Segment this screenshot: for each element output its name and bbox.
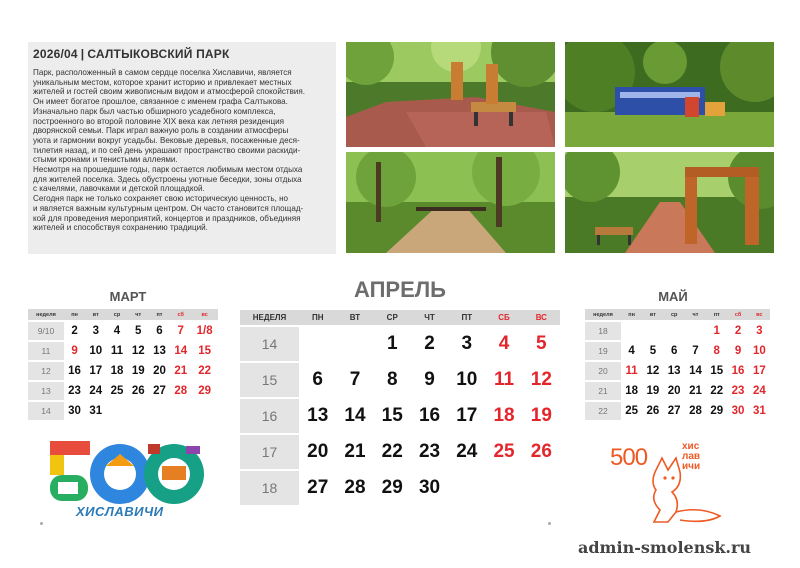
day-cell: 21 <box>689 385 702 397</box>
day-cell: 17 <box>89 365 103 377</box>
weekday-header: вт <box>642 309 663 321</box>
day-cell: 5 <box>536 333 547 354</box>
day-cell: 31 <box>752 405 766 417</box>
hislavichi-500-logo <box>36 436 206 528</box>
day-cell: 10 <box>752 345 766 357</box>
article-line: дворянской семьи. Парк играл важную роль в создании атмосферы <box>33 126 289 136</box>
week-row <box>585 381 770 401</box>
crop-mark <box>40 522 43 525</box>
day-cell: 11 <box>493 369 515 390</box>
week-row <box>28 321 218 341</box>
day-cell: 13 <box>153 345 166 357</box>
day-cell: 7 <box>349 369 361 390</box>
day-cell: 24 <box>752 385 766 397</box>
week-row <box>28 361 218 381</box>
day-cell: 4 <box>628 345 635 357</box>
day-cell: 16 <box>418 405 441 426</box>
weekday-header: сб <box>170 309 191 321</box>
week-number: 19 <box>585 341 621 361</box>
day-cell <box>336 326 373 362</box>
day-cell: 15 <box>198 345 212 357</box>
article-body <box>33 68 333 233</box>
day-cell: 2 <box>734 325 742 337</box>
day-cell: 12 <box>646 365 660 377</box>
week-number: 15 <box>240 362 299 398</box>
day-cell: 21 <box>344 441 366 462</box>
fox-icon <box>610 440 734 528</box>
article-line: Несмотря на прошедшие годы, парк остается любимым местом отдыха <box>33 165 303 175</box>
week-number: 20 <box>585 361 621 381</box>
article-line: Сегодня парк не только сохраняет свою историческую ценность, но <box>33 194 289 204</box>
weekday-header: чт <box>128 309 149 321</box>
week-row <box>240 398 560 434</box>
day-cell: 27 <box>667 405 681 417</box>
day-cell: 30 <box>418 477 441 498</box>
day-cell <box>642 321 663 341</box>
week-number: 14 <box>28 401 64 421</box>
week-number: 14 <box>240 326 299 362</box>
article-line: и является важным культурным центром. Он часто становится площад- <box>33 203 304 213</box>
day-cell: 7 <box>177 325 184 337</box>
weekday-header: СБ <box>485 310 522 326</box>
march-title: МАРТ <box>109 289 147 304</box>
article-line: тилетия назад, и по сей день украшают пространство своими раскиди- <box>33 145 301 155</box>
day-cell: 24 <box>89 385 103 397</box>
day-cell: 30 <box>68 405 81 417</box>
day-cell: 30 <box>731 405 745 417</box>
day-cell: 13 <box>307 405 329 426</box>
logo-left-word: ХИСЛАВИЧИ <box>76 504 164 519</box>
article-line: Изначально парк был частью обширного усадебного комплекса, <box>33 106 276 116</box>
day-cell: 3 <box>461 333 473 354</box>
day-cell: 6 <box>670 345 678 357</box>
week-column-header: неделя <box>28 309 64 321</box>
day-cell <box>128 401 149 421</box>
logo-word-1: хис <box>682 441 700 452</box>
title-separator: | <box>80 47 85 61</box>
day-cell: 28 <box>174 385 188 397</box>
day-cell: 1/8 <box>196 325 213 337</box>
day-cell <box>191 401 218 421</box>
article-line: уникальным местом, которое хранит историю и привлекает местных <box>33 77 292 87</box>
article-line: Парк, расположенный в самом сердце поселка Хиславичи, является <box>33 68 292 77</box>
logo-word-2: лав <box>682 451 701 462</box>
april-calendar <box>240 310 560 507</box>
week-number: 21 <box>585 381 621 401</box>
day-cell: 22 <box>710 385 724 397</box>
day-cell: 19 <box>131 365 145 377</box>
weekday-header: пн <box>64 309 85 321</box>
day-cell: 10 <box>89 345 103 357</box>
day-cell: 29 <box>198 385 212 397</box>
day-cell: 17 <box>752 365 766 377</box>
week-number: 22 <box>585 401 621 421</box>
day-cell: 20 <box>667 385 681 397</box>
day-cell: 26 <box>131 385 145 397</box>
day-cell: 5 <box>649 345 657 357</box>
weekday-header: ср <box>106 309 127 321</box>
day-cell: 12 <box>131 345 145 357</box>
article-line: стыми кронами и тенистыми аллеями. <box>33 155 178 165</box>
day-cell <box>106 401 127 421</box>
weekday-header: вт <box>85 309 106 321</box>
weekday-header: ВТ <box>336 310 373 326</box>
weekday-header: ср <box>664 309 685 321</box>
weekday-header: чт <box>685 309 706 321</box>
day-cell: 8 <box>713 345 720 357</box>
issue-number: 2026/04 <box>33 47 78 61</box>
week-row <box>585 401 770 421</box>
week-column-header: неделя <box>585 309 621 321</box>
may-title: МАЙ <box>658 289 688 304</box>
weekday-header: пт <box>149 309 170 321</box>
weekday-header: ЧТ <box>411 310 448 326</box>
day-cell <box>523 470 560 506</box>
day-cell <box>621 321 642 341</box>
day-cell: 20 <box>153 365 166 377</box>
logo-right-number: 500 <box>610 444 648 471</box>
day-cell: 25 <box>110 385 124 397</box>
day-cell: 11 <box>625 365 638 377</box>
day-cell: 1 <box>386 333 398 354</box>
day-cell: 7 <box>692 345 699 357</box>
weekday-header: ПТ <box>448 310 485 326</box>
weekday-header: пт <box>706 309 727 321</box>
day-cell: 4 <box>113 325 121 337</box>
article-line: для жителей поселка. Здесь обустроены уютные беседки, зоны отдыха <box>33 174 302 184</box>
photo-park-benches <box>346 42 555 147</box>
article-line: Он имеет богатое прошлое, связанное с именем графа Салтыкова. <box>33 97 288 107</box>
day-cell: 25 <box>493 441 515 462</box>
day-cell: 27 <box>153 385 166 397</box>
day-cell <box>485 470 522 506</box>
day-cell: 15 <box>710 365 724 377</box>
weekday-header: вс <box>749 309 770 321</box>
day-cell: 22 <box>381 441 403 462</box>
article-line: с качелями, лавочками и детской площадкой. <box>33 184 205 194</box>
day-cell: 10 <box>456 369 478 390</box>
day-cell: 31 <box>89 405 103 417</box>
april-title: АПРЕЛЬ <box>353 277 446 302</box>
week-number: 13 <box>28 381 64 401</box>
march-header-row <box>28 309 218 321</box>
day-cell: 23 <box>731 385 745 397</box>
week-number: 11 <box>28 341 64 361</box>
day-cell: 13 <box>667 365 681 377</box>
day-cell: 26 <box>530 441 552 462</box>
day-cell: 17 <box>456 405 478 426</box>
crop-mark <box>548 522 551 525</box>
day-cell: 24 <box>456 441 478 462</box>
april-header-row <box>240 310 560 326</box>
may-header-row <box>585 309 770 321</box>
week-row <box>585 341 770 361</box>
day-cell <box>448 470 485 506</box>
day-cell: 14 <box>174 345 188 357</box>
day-cell: 4 <box>498 333 510 354</box>
week-row <box>240 434 560 470</box>
week-number: 17 <box>240 434 299 470</box>
day-cell: 2 <box>424 333 435 354</box>
day-cell: 20 <box>307 441 329 462</box>
day-cell: 22 <box>198 365 212 377</box>
weekday-header: пн <box>621 309 642 321</box>
day-cell: 19 <box>646 385 660 397</box>
day-cell <box>170 401 191 421</box>
week-number: 18 <box>585 321 621 341</box>
weekday-header: сб <box>727 309 748 321</box>
day-cell: 26 <box>646 405 660 417</box>
day-cell: 9 <box>424 369 435 390</box>
photo-alley-arches <box>565 152 774 253</box>
article-line: построенного во второй половине XIX века как летняя резиденция <box>33 116 285 126</box>
weekday-header: ВС <box>523 310 560 326</box>
day-cell: 23 <box>68 385 81 397</box>
may-calendar <box>585 309 770 422</box>
day-cell: 29 <box>710 405 724 417</box>
week-row <box>240 362 560 398</box>
day-cell: 27 <box>307 477 329 498</box>
week-row <box>240 470 560 506</box>
day-cell: 16 <box>731 365 745 377</box>
march-calendar <box>28 309 218 422</box>
park-name: САЛТЫКОВСКИЙ ПАРК <box>87 47 230 61</box>
day-cell: 18 <box>493 405 515 426</box>
week-number: 9/10 <box>28 321 64 341</box>
day-cell: 12 <box>530 369 552 390</box>
day-cell <box>685 321 706 341</box>
day-cell: 19 <box>530 405 552 426</box>
article-line: уюта и гармонии вокруг усадьбы. Вековые деревья, посаженные деся- <box>33 135 300 145</box>
hislavichi-fox-logo <box>610 440 734 528</box>
article-title <box>33 47 229 61</box>
day-cell: 3 <box>92 325 99 337</box>
week-column-header: НЕДЕЛЯ <box>240 310 299 326</box>
photo-forest-path <box>346 152 555 253</box>
day-cell: 8 <box>386 369 398 390</box>
day-cell: 21 <box>174 365 188 377</box>
week-row <box>585 321 770 341</box>
photo-park-playground <box>565 42 774 147</box>
week-row <box>240 326 560 362</box>
day-cell: 23 <box>418 441 441 462</box>
weekday-header: ПН <box>299 310 336 326</box>
day-cell: 29 <box>381 477 403 498</box>
day-cell: 6 <box>312 369 323 390</box>
day-cell: 1 <box>713 325 720 337</box>
week-row <box>28 341 218 361</box>
logo-word-3: ичи <box>682 461 701 472</box>
day-cell: 16 <box>68 365 81 377</box>
day-cell: 5 <box>135 325 142 337</box>
day-cell: 11 <box>110 345 124 357</box>
article-line: жителей и гостей своим живописным видом и атмосферой спокойствия. <box>33 87 306 97</box>
day-cell: 9 <box>734 345 742 357</box>
day-cell: 18 <box>625 385 639 397</box>
week-row <box>28 381 218 401</box>
day-cell <box>299 326 336 362</box>
day-cell: 6 <box>156 325 163 337</box>
weekday-header: вс <box>191 309 218 321</box>
day-cell: 28 <box>344 477 366 498</box>
article-line: кой для проведения мероприятий, концертов и праздников, объединяя <box>33 213 301 223</box>
day-cell: 14 <box>344 405 366 426</box>
day-cell: 15 <box>381 405 403 426</box>
week-row <box>585 361 770 381</box>
day-cell: 25 <box>625 405 639 417</box>
week-number: 18 <box>240 470 299 506</box>
weekday-header: СР <box>374 310 411 326</box>
day-cell: 14 <box>689 365 702 377</box>
day-cell: 28 <box>689 405 702 417</box>
week-number: 12 <box>28 361 64 381</box>
article-panel <box>28 42 336 254</box>
day-cell <box>664 321 685 341</box>
week-row <box>28 401 218 421</box>
day-cell: 2 <box>71 325 78 337</box>
watermark-site: admin-smolensk.ru <box>578 538 752 557</box>
article-line: жителей и способствуя сохранению традиций. <box>33 223 208 233</box>
week-number: 16 <box>240 398 299 434</box>
day-cell <box>149 401 170 421</box>
day-cell: 9 <box>71 345 78 357</box>
day-cell: 3 <box>756 325 763 337</box>
day-cell: 18 <box>110 365 124 377</box>
